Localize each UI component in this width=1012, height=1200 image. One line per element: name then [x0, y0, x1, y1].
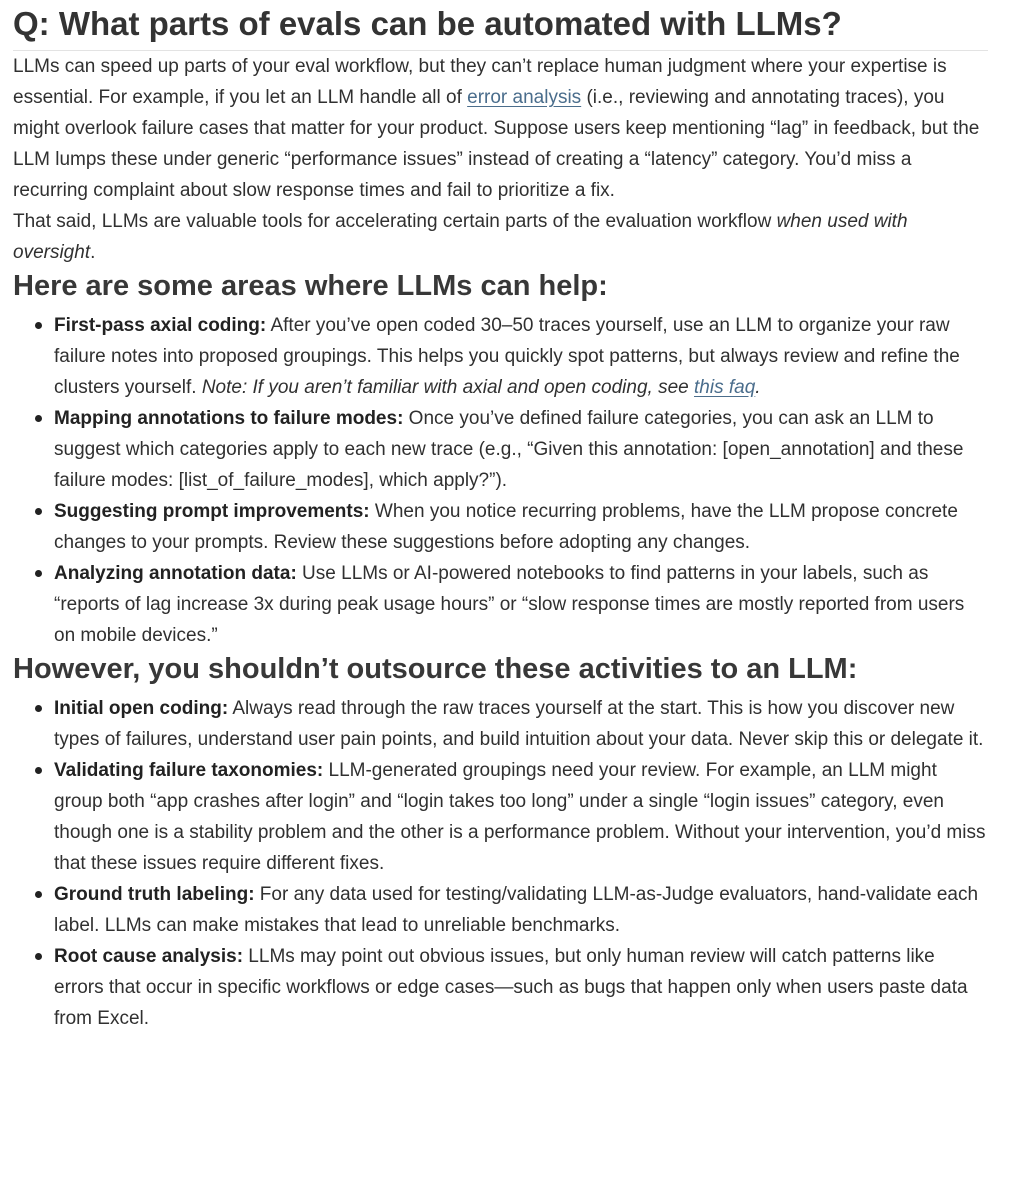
list-item-lead: First-pass axial coding:	[54, 315, 267, 336]
list-item-text: LLMs may point out obvious issues, but only human review will catch patterns like errors that occur in specific workflows or edge cases—such as bugs that happen only when users paste data from Excel.	[54, 946, 968, 1029]
list-item	[54, 558, 988, 651]
error-analysis-link[interactable]: error analysis	[467, 87, 582, 108]
avoid-list	[13, 693, 988, 1034]
intro-paragraph-1	[13, 51, 988, 206]
list-item-lead: Initial open coding:	[54, 698, 229, 719]
list-item	[54, 310, 988, 403]
intro-text-1a: LLMs can speed up parts of your eval workflow, but they can’t replace human judgment where your expertise is essential. For example, if you let an LLM handle all of	[13, 56, 947, 108]
list-item-text: When you notice recurring problems, have the LLM propose concrete changes to your prompts. Review these suggestions before adopting any changes.	[54, 501, 958, 553]
list-item-lead: Root cause analysis:	[54, 946, 244, 967]
list-item	[54, 693, 988, 755]
faq-note-text: Note: If you aren’t familiar with axial and open coding, see	[201, 377, 694, 398]
list-item	[54, 755, 988, 879]
intro-paragraph-2	[13, 206, 988, 268]
list-item-text: Always read through the raw traces yourself at the start. This is how you discover new types of failures, understand user pain points, and build intuition about your data. Never skip this or delegate it.	[54, 698, 984, 750]
list-item-lead: Mapping annotations to failure modes:	[54, 408, 404, 429]
intro-text-2a: That said, LLMs are valuable tools for accelerating certain parts of the evaluation workflow	[13, 211, 777, 232]
list-item-text: For any data used for testing/validating LLM-as-Judge evaluators, hand-validate each label. LLMs can make mistakes that lead to unreliable benchmarks.	[54, 884, 979, 936]
list-item	[54, 941, 988, 1034]
list-item-text: After you’ve open coded 30–50 traces yourself, use an LLM to organize your raw failure notes into proposed groupings. This helps you quickly spot patterns, but always review and refine the clusters yourself.	[54, 315, 960, 398]
faq-note	[202, 377, 761, 398]
intro-text-1b: (i.e., reviewing and annotating traces), you might overlook failure cases that matter for your product. Suppose users keep mentioning “lag” in feedback, but the LLM lumps these under generic “performance issues” instead of creating a “latency” category. You’d miss a recurring complaint about slow response times and fail to prioritize a fix.	[13, 87, 980, 201]
list-item	[54, 403, 988, 496]
faq-note-end: .	[755, 377, 761, 398]
list-item	[54, 879, 988, 941]
list-item-text: LLM-generated groupings need your review. For example, an LLM might group both “app crashes after login” and “login takes too long” under a single “login issues” category, even though one is a stability problem and the other is a performance problem. Without your intervention, you’d miss that these issues require different fixes.	[54, 760, 986, 874]
list-item	[54, 496, 988, 558]
help-list	[13, 310, 988, 651]
intro-emphasis: when used with oversight	[13, 211, 908, 263]
avoid-section-heading: However, you shouldn’t outsource these activities to an LLM:	[13, 653, 858, 685]
list-item-lead: Validating failure taxonomies:	[54, 760, 324, 781]
this-faq-link[interactable]: this faq	[694, 377, 756, 398]
page-title: Q: What parts of evals can be automated with LLMs?	[13, 0, 988, 51]
help-section-heading: Here are some areas where LLMs can help:	[13, 270, 608, 302]
list-item-lead: Suggesting prompt improvements:	[54, 501, 370, 522]
list-item-lead: Analyzing annotation data:	[54, 563, 297, 584]
list-item-text: Use LLMs or AI-powered notebooks to find patterns in your labels, such as “reports of lag increase 3x during peak usage hours” or “slow response times are mostly reported from users on mobile devices.”	[54, 563, 965, 646]
intro-text-2b: .	[90, 242, 96, 263]
list-item-lead: Ground truth labeling:	[54, 884, 255, 905]
list-item-text: Once you’ve defined failure categories, you can ask an LLM to suggest which categories apply to each new trace (e.g., “Given this annotation: [open_annotation] and these failure modes: [list_of_failure_modes], which apply?”).	[54, 408, 964, 491]
